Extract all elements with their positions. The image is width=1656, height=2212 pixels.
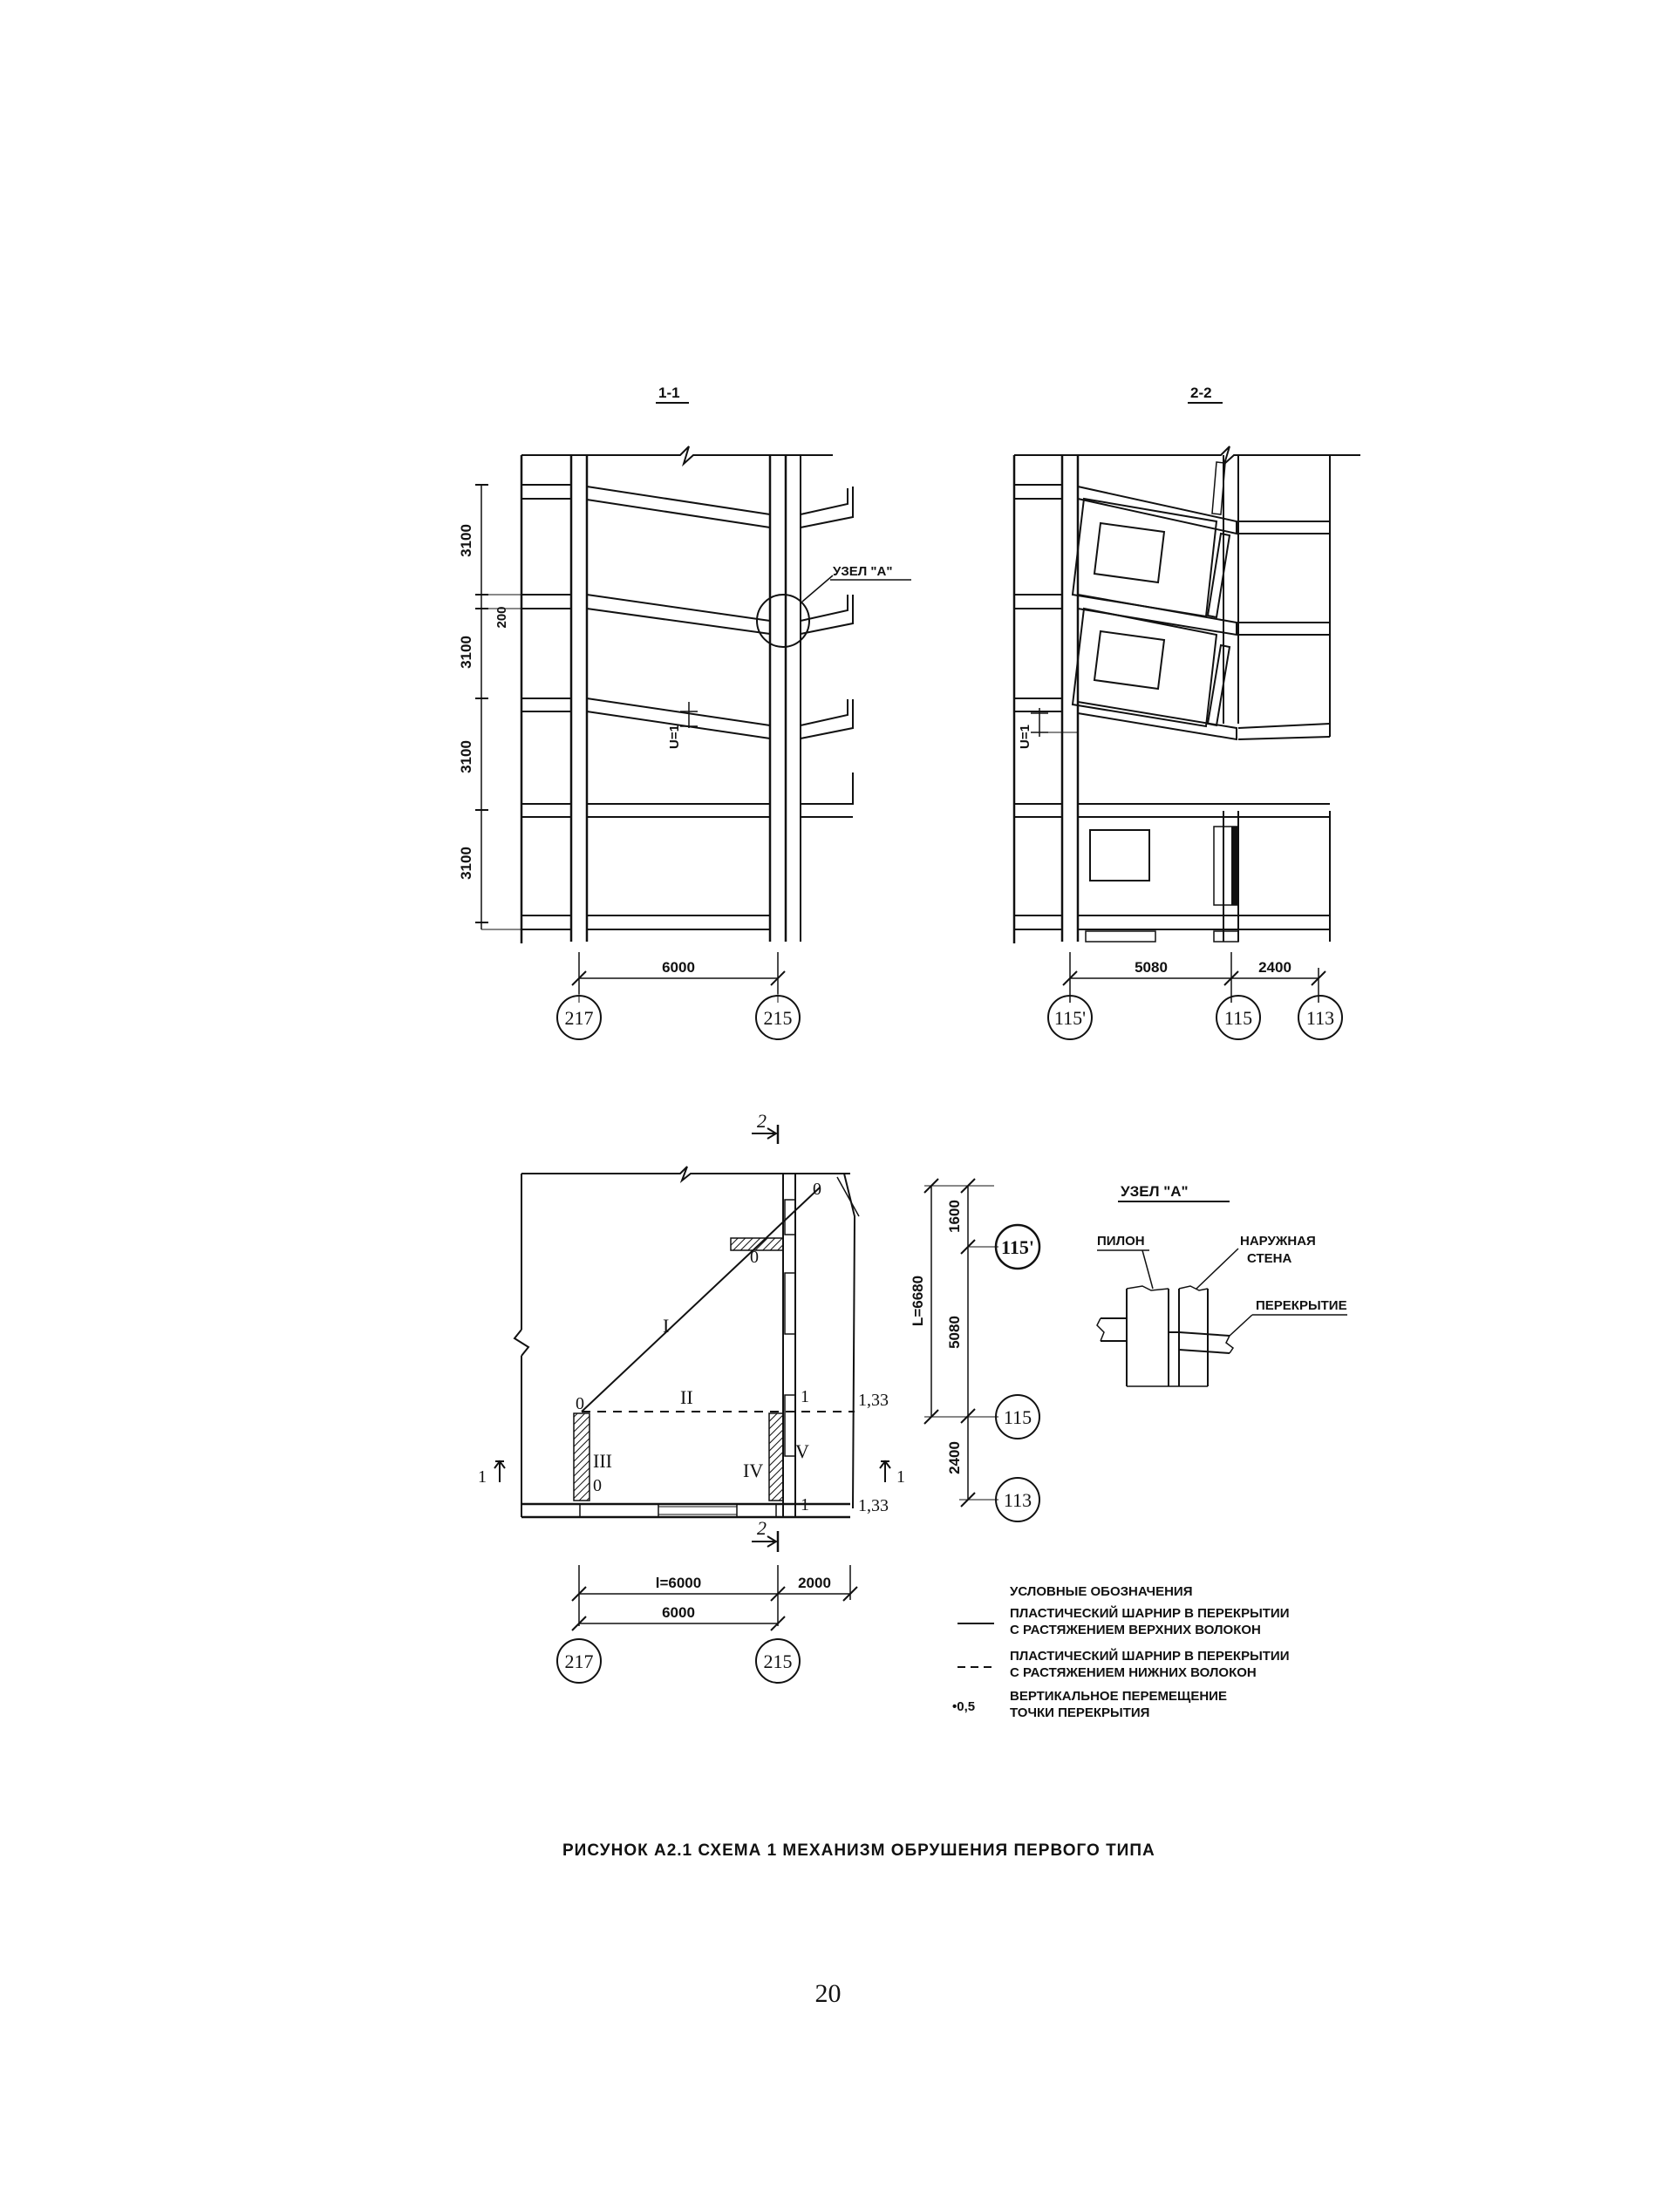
plan-span-extra: 2000 [798, 1575, 831, 1591]
axis-115-label: 115 [1223, 1007, 1253, 1029]
point-value-133a: 1,33 [858, 1391, 889, 1410]
point-value-0a: 0 [813, 1180, 821, 1199]
section-mark-left: 1 [478, 1467, 487, 1487]
section-2-2 [1014, 385, 1360, 1039]
plan-span-bottom: 6000 [662, 1604, 695, 1621]
legend-item-1-line2: С РАСТЯЖЕНИЕМ ВЕРХНИХ ВОЛОКОН [1010, 1623, 1261, 1637]
section-2-2-title: 2-2 [1190, 385, 1212, 401]
zone-I: I [663, 1315, 670, 1337]
length-dim: L=6680 [910, 1275, 926, 1327]
height-dim-1: 3100 [458, 524, 474, 557]
floor-plan [478, 1110, 1039, 1683]
deflection-dim-2: U=1 [1018, 725, 1032, 749]
legend-item-3-line2: ТОЧКИ ПЕРЕКРЫТИЯ [1010, 1705, 1150, 1720]
point-value-0d: 0 [593, 1476, 602, 1495]
legend-item-3-line1: ВЕРТИКАЛЬНОЕ ПЕРЕМЕЩЕНИЕ [1010, 1689, 1227, 1704]
offset-dim: 200 [494, 606, 509, 629]
zone-II: II [680, 1386, 693, 1408]
plan-axis-217-label: 217 [564, 1650, 594, 1672]
zone-IV: IV [743, 1460, 764, 1481]
vdim-2400: 2400 [946, 1441, 963, 1474]
section-mark-top: 2 [757, 1110, 767, 1132]
legend-title: УСЛОВНЫЕ ОБОЗНАЧЕНИЯ [1010, 1584, 1193, 1599]
axis-215-label: 215 [763, 1007, 793, 1029]
axis-115p-label: 115' [1053, 1007, 1087, 1029]
plan-span-l: l=6000 [655, 1575, 702, 1591]
legend-point-symbol: •0,5 [952, 1699, 976, 1714]
point-value-1b: 1 [801, 1495, 809, 1514]
span-dim: 6000 [662, 959, 695, 976]
legend-item-1-line1: ПЛАСТИЧЕСКИЙ ШАРНИР В ПЕРЕКРЫТИИ [1010, 1606, 1290, 1621]
span-dim-5080: 5080 [1135, 959, 1168, 976]
vdim-1600: 1600 [946, 1200, 963, 1233]
height-dim-3: 3100 [458, 740, 474, 773]
outer-wall-label-1: НАРУЖНАЯ [1240, 1234, 1316, 1249]
section-1-1-title: 1-1 [658, 385, 680, 401]
page-number: 20 [814, 1979, 842, 2008]
node-a-detail [1097, 1183, 1347, 1386]
point-value-133b: 1,33 [858, 1496, 889, 1515]
axis-113-label: 113 [1305, 1007, 1335, 1029]
node-a-title: УЗЕЛ "А" [1121, 1183, 1189, 1200]
section-mark-bottom: 2 [757, 1517, 767, 1539]
height-dim-4: 3100 [458, 847, 474, 880]
point-value-1a: 1 [801, 1387, 809, 1406]
outer-wall-label-2: СТЕНА [1247, 1251, 1292, 1266]
section-mark-right: 1 [896, 1467, 905, 1487]
plan-axis-113-label: 113 [1003, 1489, 1032, 1511]
legend-item-2-line2: С РАСТЯЖЕНИЕМ НИЖНИХ ВОЛОКОН [1010, 1665, 1257, 1680]
vdim-5080: 5080 [946, 1316, 963, 1349]
figure-caption: РИСУНОК А2.1 СХЕМА 1 МЕХАНИЗМ ОБРУШЕНИЯ ПЕРВОГО ТИПА [562, 1841, 1155, 1860]
axis-217-label: 217 [564, 1007, 594, 1029]
section-1-1 [458, 385, 911, 1039]
deflection-dim-1: U=1 [667, 725, 682, 749]
plan-axis-215-label: 215 [763, 1650, 793, 1672]
slab-label: ПЕРЕКРЫТИЕ [1256, 1298, 1347, 1313]
zone-V: V [795, 1440, 809, 1462]
height-dim-2: 3100 [458, 636, 474, 669]
zone-III: III [593, 1450, 612, 1472]
point-value-0c: 0 [576, 1394, 584, 1413]
node-a-callout: УЗЕЛ "А" [833, 564, 893, 579]
hinge-line-top-fibers [582, 1188, 820, 1412]
plan-axis-115-label: 115 [1003, 1406, 1032, 1428]
legend-item-2-line1: ПЛАСТИЧЕСКИЙ ШАРНИР В ПЕРЕКРЫТИИ [1010, 1649, 1290, 1664]
plan-axis-115p-label: 115' [1001, 1236, 1034, 1258]
pylon-label: ПИЛОН [1097, 1234, 1145, 1249]
point-value-0b: 0 [750, 1248, 759, 1267]
span-dim-2400: 2400 [1258, 959, 1291, 976]
legend [952, 1584, 1290, 1720]
